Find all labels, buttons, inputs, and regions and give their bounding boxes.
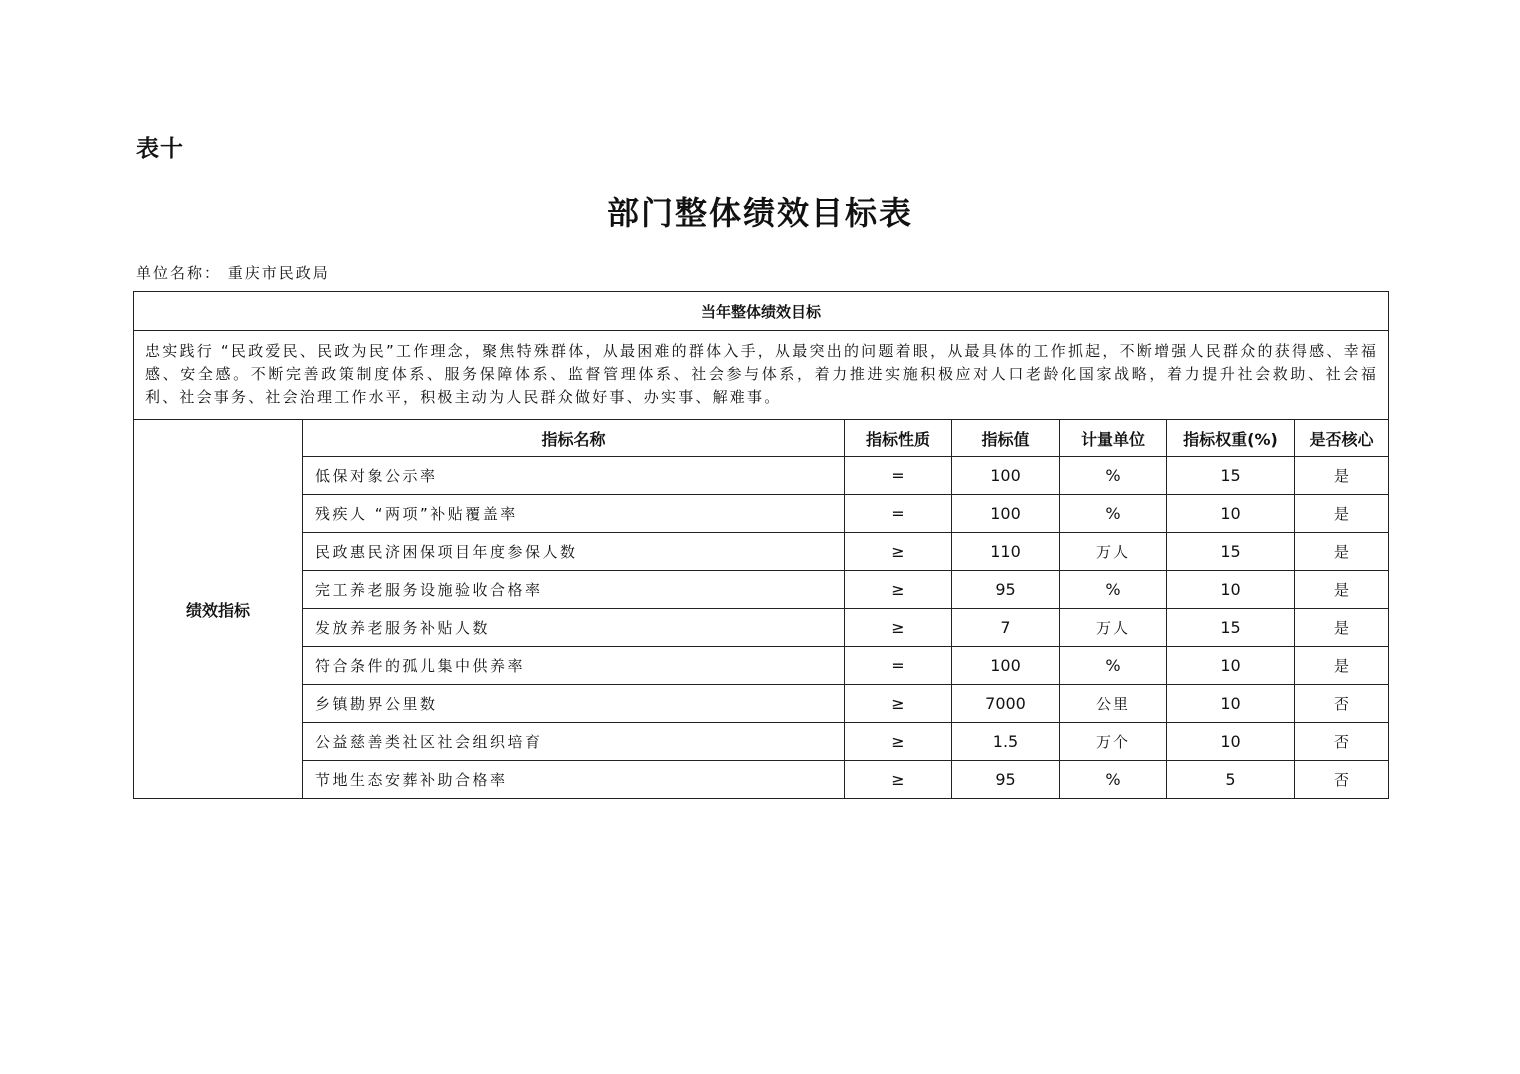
- column-header-value: 指标值: [952, 420, 1060, 457]
- indicator-value-cell: 100: [952, 495, 1060, 533]
- performance-goal-table: [133, 291, 1389, 799]
- column-header-indicator-name: 指标名称: [303, 420, 845, 457]
- indicator-weight-cell: 10: [1167, 685, 1295, 723]
- indicator-value-cell: 95: [952, 571, 1060, 609]
- indicator-value-cell: 1.5: [952, 723, 1060, 761]
- goal-header-cell: 当年整体绩效目标: [134, 292, 1389, 331]
- indicator-unit-cell: %: [1060, 495, 1167, 533]
- indicator-nature-cell: ≥: [845, 685, 952, 723]
- table-row: [134, 647, 1389, 685]
- indicator-name-cell: 符合条件的孤儿集中供养率: [303, 647, 845, 685]
- indicator-nature-cell: =: [845, 495, 952, 533]
- indicator-name-cell: 公益慈善类社区社会组织培育: [303, 723, 845, 761]
- goal-header-row: [134, 292, 1389, 331]
- table-row: [134, 761, 1389, 799]
- indicator-nature-cell: =: [845, 457, 952, 495]
- indicator-nature-cell: ≥: [845, 533, 952, 571]
- indicator-weight-cell: 10: [1167, 495, 1295, 533]
- goal-description-cell: 忠实践行 “民政爱民、民政为民”工作理念，聚焦特殊群体，从最困难的群体入手，从最突出的问题着眼，从最具体的工作抓起，不断增强人民群众的获得感、幸福感、安全感。不断完善政策制度体系、服务保障体系、监督管理体系、社会参与体系，着力推进实施积极应对人口老龄化国家战略，着力提升社会救助、社会福利、社会事务、社会治理工作水平，积极主动为人民群众做好事、办实事、解难事。: [134, 331, 1389, 420]
- table-row: [134, 723, 1389, 761]
- indicator-unit-cell: %: [1060, 761, 1167, 799]
- indicator-nature-cell: ≥: [845, 609, 952, 647]
- indicator-name-cell: 完工养老服务设施验收合格率: [303, 571, 845, 609]
- indicator-value-cell: 95: [952, 761, 1060, 799]
- indicator-weight-cell: 15: [1167, 457, 1295, 495]
- table-row: [134, 571, 1389, 609]
- table-row: [134, 685, 1389, 723]
- indicator-name-cell: 民政惠民济困保项目年度参保人数: [303, 533, 845, 571]
- indicator-unit-cell: 公里: [1060, 685, 1167, 723]
- goal-text-row: [134, 331, 1389, 420]
- indicator-core-cell: 是: [1295, 495, 1389, 533]
- indicator-value-cell: 7000: [952, 685, 1060, 723]
- indicator-core-cell: 否: [1295, 723, 1389, 761]
- indicator-core-cell: 是: [1295, 609, 1389, 647]
- indicator-unit-cell: %: [1060, 571, 1167, 609]
- indicator-section-label: 绩效指标: [134, 420, 303, 799]
- table-number-label: 表十: [136, 136, 184, 162]
- indicator-column-header-row: [134, 420, 1389, 457]
- indicator-unit-cell: 万人: [1060, 533, 1167, 571]
- indicator-weight-cell: 15: [1167, 609, 1295, 647]
- indicator-core-cell: 是: [1295, 457, 1389, 495]
- indicator-nature-cell: ≥: [845, 761, 952, 799]
- indicator-weight-cell: 10: [1167, 723, 1295, 761]
- indicator-name-cell: 节地生态安葬补助合格率: [303, 761, 845, 799]
- column-header-unit: 计量单位: [1060, 420, 1167, 457]
- table-row: [134, 495, 1389, 533]
- indicator-name-cell: 乡镇勘界公里数: [303, 685, 845, 723]
- indicator-nature-cell: =: [845, 647, 952, 685]
- indicator-name-cell: 残疾人 “两项”补贴覆盖率: [303, 495, 845, 533]
- indicator-core-cell: 是: [1295, 647, 1389, 685]
- column-header-weight: 指标权重(%): [1167, 420, 1295, 457]
- indicator-unit-cell: %: [1060, 647, 1167, 685]
- indicator-value-cell: 100: [952, 647, 1060, 685]
- column-header-core: 是否核心: [1295, 420, 1389, 457]
- indicator-core-cell: 否: [1295, 685, 1389, 723]
- indicator-core-cell: 否: [1295, 761, 1389, 799]
- indicator-weight-cell: 10: [1167, 647, 1295, 685]
- indicator-core-cell: 是: [1295, 571, 1389, 609]
- indicator-name-cell: 发放养老服务补贴人数: [303, 609, 845, 647]
- indicator-value-cell: 100: [952, 457, 1060, 495]
- indicator-weight-cell: 15: [1167, 533, 1295, 571]
- table-row: [134, 609, 1389, 647]
- unit-name-line: 单位名称： 重庆市民政局: [136, 264, 330, 282]
- indicator-core-cell: 是: [1295, 533, 1389, 571]
- table-row: [134, 457, 1389, 495]
- table-row: [134, 533, 1389, 571]
- document-title: 部门整体绩效目标表: [606, 194, 913, 232]
- indicator-nature-cell: ≥: [845, 723, 952, 761]
- indicator-value-cell: 7: [952, 609, 1060, 647]
- indicator-unit-cell: 万人: [1060, 609, 1167, 647]
- column-header-nature: 指标性质: [845, 420, 952, 457]
- indicator-unit-cell: 万个: [1060, 723, 1167, 761]
- indicator-weight-cell: 5: [1167, 761, 1295, 799]
- indicator-name-cell: 低保对象公示率: [303, 457, 845, 495]
- indicator-value-cell: 110: [952, 533, 1060, 571]
- indicator-nature-cell: ≥: [845, 571, 952, 609]
- indicator-unit-cell: %: [1060, 457, 1167, 495]
- indicator-weight-cell: 10: [1167, 571, 1295, 609]
